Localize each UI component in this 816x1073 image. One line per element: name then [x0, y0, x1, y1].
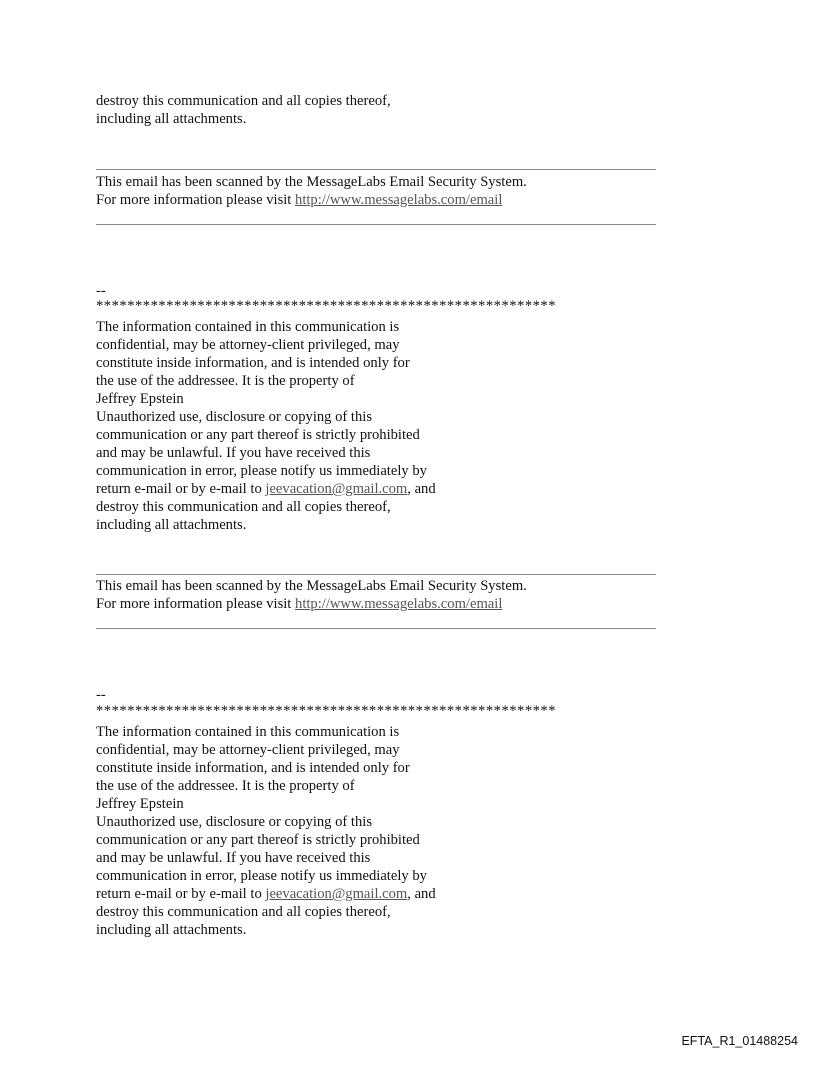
block1-line: including all attachments.: [96, 111, 247, 127]
disclaimer-line: the use of the addressee. It is the property of: [96, 778, 355, 794]
disclaimer-line: constitute inside information, and is intended only for: [96, 760, 410, 776]
disclaimer-line: communication in error, please notify us immediately by: [96, 463, 427, 479]
signature-stars: ***********************************************************: [96, 298, 557, 314]
scan-notice-1-line2: [96, 191, 502, 209]
divider-rule: [96, 224, 656, 225]
disclaimer-line: and may be unlawful. If you have received this: [96, 850, 371, 866]
disclaimer-line: constitute inside information, and is intended only for: [96, 355, 410, 371]
document-id: EFTA_R1_01488254: [681, 1034, 798, 1048]
scan-notice-1-prefix: For more information please visit: [96, 192, 296, 208]
disclaimer-line: confidential, may be attorney-client privileged, may: [96, 337, 400, 353]
divider-rule: [96, 169, 656, 170]
divider-rule: [96, 628, 656, 629]
email-line-suffix: , and: [407, 886, 436, 902]
scan-notice-1-line1: This email has been scanned by the MessageLabs Email Security System.: [96, 174, 527, 190]
email-line-prefix: return e-mail or by e-mail to: [96, 481, 266, 497]
disclaimer-line: Jeffrey Epstein: [96, 796, 184, 812]
disclaimer-email-line: [96, 885, 436, 903]
block1-line: destroy this communication and all copies thereof,: [96, 93, 391, 109]
disclaimer-line: Jeffrey Epstein: [96, 391, 184, 407]
disclaimer-line: The information contained in this communication is: [96, 724, 400, 740]
disclaimer-email-line: [96, 480, 436, 498]
messagelabs-link[interactable]: http://www.messagelabs.com/email: [295, 596, 503, 612]
disclaimer-line: communication or any part thereof is strictly prohibited: [96, 427, 420, 443]
signature-stars: ***********************************************************: [96, 703, 557, 719]
email-link[interactable]: jeevacation@gmail.com: [265, 886, 408, 902]
scan-notice-2-line2: [96, 595, 502, 613]
disclaimer-line: destroy this communication and all copies thereof,: [96, 499, 391, 515]
disclaimer-line: the use of the addressee. It is the property of: [96, 373, 355, 389]
disclaimer-line: including all attachments.: [96, 922, 247, 938]
email-line-prefix: return e-mail or by e-mail to: [96, 886, 266, 902]
disclaimer-line: Unauthorized use, disclosure or copying of this: [96, 409, 373, 425]
disclaimer-line: confidential, may be attorney-client privileged, may: [96, 742, 400, 758]
divider-rule: [96, 574, 656, 575]
email-link[interactable]: jeevacation@gmail.com: [265, 481, 408, 497]
disclaimer-line: Unauthorized use, disclosure or copying of this: [96, 814, 373, 830]
disclaimer-line: communication or any part thereof is strictly prohibited: [96, 832, 420, 848]
scan-notice-2-prefix: For more information please visit: [96, 596, 296, 612]
disclaimer-line: communication in error, please notify us immediately by: [96, 868, 427, 884]
scan-notice-2-line1: This email has been scanned by the MessageLabs Email Security System.: [96, 578, 527, 594]
disclaimer-line: and may be unlawful. If you have received this: [96, 445, 371, 461]
disclaimer-line: The information contained in this communication is: [96, 319, 400, 335]
disclaimer-line: including all attachments.: [96, 517, 247, 533]
disclaimer-line: destroy this communication and all copies thereof,: [96, 904, 391, 920]
signature-dashes: --: [96, 283, 106, 299]
email-line-suffix: , and: [407, 481, 436, 497]
messagelabs-link[interactable]: http://www.messagelabs.com/email: [295, 192, 503, 208]
signature-dashes: --: [96, 687, 106, 703]
